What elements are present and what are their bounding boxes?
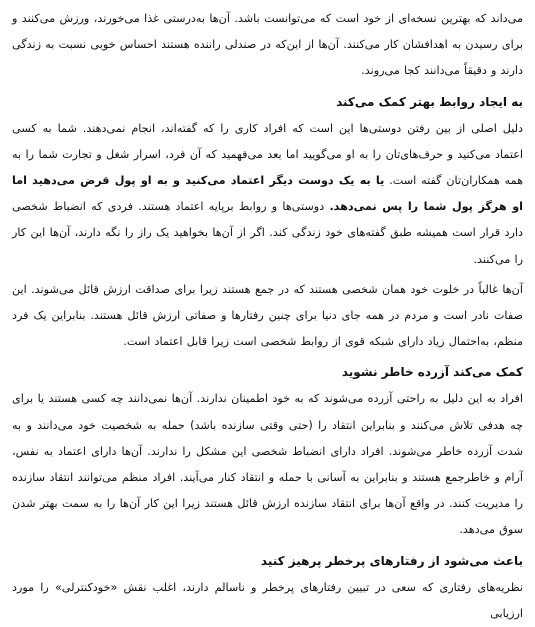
paragraph-friendship-trust-part-2: دوستی‌ها و روابط برپایه اعتماد هستند. فردی که انضباط شخصی دارد قرار است همیشه طبق گفته‌های خود زندگی کند. اگر از آن‌ها بخواهید یک راز را نگه دارند، آن‌ها این کار را می‌کنند.	[12, 200, 523, 266]
heading-not-offended: کمک می‌کند آزرده خاطر نشوید	[341, 365, 523, 380]
paragraph-privacy-honesty: آن‌ها غالباً در خلوت خود همان شخصی هستند که در جمع هستند زیرا برای صداقت ارزش قائل می‌شوند. این صفات نادر است و مردم در همه جای دنیا برای چنین رفتارها و صفاتی ارزش قائل هستند. بنابراین یک فرد منظم، به‌احتمال زیاد دارای شبکه قوی از روابط شخصی است زیرا قابل اعتماد است.	[12, 282, 523, 349]
paragraph-friendship-trust-part-1: دلیل اصلی از بین رفتن دوستی‌ها این است که افراد کاری را که گفته‌اند، انجام نمی‌دهند. شما به کسی اعتماد می‌کنید و حرف‌های‌تان را به او می‌گویید اما بعد می‌فهمید که آن فرد، اسرار شغل و تجارت شما را به همه همکاران‌تان گفته است.	[12, 121, 523, 188]
heading-avoid-risky-behavior: باعث می‌شود از رفتارهای پرخطر پرهیز کنید	[260, 553, 523, 568]
paragraph-friendship-trust	[12, 116, 523, 273]
paragraph-behavior-theories: نظریه‌های رفتاری که سعی در تبیین رفتارهای پرخطر و ناسالم دارند، اغلب نقش «خودکنترلی» را مورد ارزیابی	[12, 580, 523, 620]
paragraph-criticism: افراد به این دلیل به راحتی آزرده می‌شوند که به خود اطمینان ندارند. آن‌ها نمی‌دانند چه کسی هستند یا برای چه هدفی تلاش می‌کنند و بنابراین انتقاد را (حتی وقتی سازنده باشد) حمله به شخصیت خود می‌دانند و به شدت آزرده خاطر می‌شوند. افراد دارای انضباط شخصی این مشکل را ندارند. آن‌ها دارای اعتماد به نفس، آرام و خاطرجمع هستند و بنابراین به آسانی با حمله و انتقاد کنار می‌آیند. افراد منظم می‌توانند انتقاد سازنده را مدیریت کنند. در واقع آن‌ها برای انتقاد سازنده ارزش قائل هستند زیرا این کار آن‌ها را به سمت بهتر شدن سوق می‌دهد.	[12, 392, 523, 537]
paragraph-intro: می‌داند که بهترین نسخه‌ای از خود است که می‌توانست باشد. آن‌ها به‌درستی غذا می‌خورند، ورزش می‌کنند و برای رسیدن به اهدافشان کار می‌کنند. آن‌ها از این‌که در صندلی راننده هستند احساس خوبی نسبت به زندگی دارند و دقیقاً می‌دانند کجا می‌روند.	[12, 12, 523, 78]
paragraph-friendship-trust-bold: یا به یک دوست دیگر اعتماد می‌کنید و به او پول قرض می‌دهید اما او هرگز پول شما را پس نمی‌دهد.	[12, 174, 523, 214]
heading-better-relationships: به ایجاد روابط بهتر کمک می‌کند	[336, 94, 523, 109]
